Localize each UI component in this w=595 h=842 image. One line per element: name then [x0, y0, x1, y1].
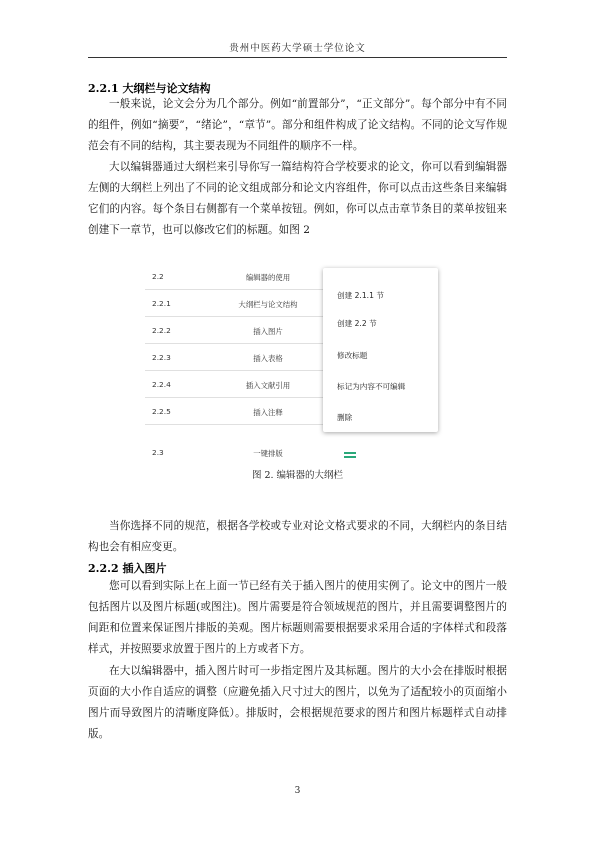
- header-rule: [88, 57, 507, 58]
- outline-row-title: 插入表格: [253, 354, 283, 363]
- running-header: 贵州中医药大学硕士学位论文: [229, 43, 366, 54]
- outline-row-title: 插入文献引用: [245, 381, 291, 390]
- body-paragraph: 您可以看到实际上在上面一节已经有关于插入图片的使用实例了。论文中的图片一般包括图片以及图片标题(或图注)。图片需要是符合领域规范的图片，并且需要调整图片的间距和位置来保证图片排版的美观。图片标题则需要根据要求采用合适的字体样式和段落样式，并按照要求放置于图片的上方或者下方。: [88, 580, 507, 655]
- figure-caption: 图 2. 编辑器的大纲栏: [251, 470, 344, 481]
- section-heading-2-2-1: 2.2.1 大纲栏与论文结构: [88, 82, 211, 95]
- menu-item-lock-content[interactable]: 标记为内容不可编辑: [337, 382, 406, 391]
- body-paragraph: 在大以编辑器中，插入图片时可一步指定图片及其标题。图片的大小会在排版时根据页面的大小作自适应的调整（应避免插入尺寸过大的图片，以免为了适配较小的页面缩小图片而导致图片的清晰度降低）。排版时，会根据规范要求的图片和图片标题样式自动排版。: [88, 665, 507, 740]
- outline-row-title: 编辑器的使用: [245, 273, 291, 282]
- section-heading-2-2-2: 2.2.2 插入图片: [88, 562, 167, 575]
- outline-row-number: 2.2.4: [152, 380, 171, 389]
- outline-row-title: 大纲栏与论文结构: [238, 300, 298, 309]
- menu-item-create-section[interactable]: 创建 2.2 节: [337, 319, 377, 328]
- outline-row-title: 一键排版: [253, 449, 283, 458]
- context-menu: [323, 268, 438, 432]
- body-paragraph: 当你选择不同的规范，根据各学校或专业对论文格式要求的不同，大纲栏内的条目结构也会有相应变更。: [88, 520, 507, 553]
- menu-item-rename[interactable]: 修改标题: [337, 351, 368, 360]
- outline-row-number: 2.2.2: [152, 326, 171, 335]
- outline-row-number: 2.2.1: [152, 299, 171, 308]
- outline-row-number: 2.2.5: [152, 407, 171, 416]
- menu-item-create-subsection[interactable]: 创建 2.1.1 节: [337, 291, 384, 300]
- outline-row-number: 2.2: [152, 272, 164, 281]
- outline-row-title: 插入注释: [253, 408, 283, 417]
- body-paragraph: 一般来说，论文会分为几个部分。例如“前置部分”，“正文部分”。每个部分中有不同的组件，例如“摘要”，“绪论”，“章节”。部分和组件构成了论文结构。不同的论文写作规范会有不同的结构，其主要表现为不同组件的顺序不一样。: [88, 98, 507, 152]
- outline-figure: [145, 262, 443, 460]
- menu-item-delete[interactable]: 删除: [337, 413, 353, 422]
- outline-row-number: 2.3: [152, 448, 164, 457]
- outline-row-number: 2.2.3: [152, 353, 171, 362]
- body-paragraph: 大以编辑器通过大纲栏来引导你写一篇结构符合学校要求的论文，你可以看到编辑器左侧的大纲栏上列出了不同的论文组成部分和论文内容组件，你可以点击这些条目来编辑它们的内容。每个条目右侧都有一个菜单按钮。例如，你可以点击章节条目的菜单按钮来创建下一章节，也可以修改它们的标题。如图 2: [88, 161, 507, 236]
- hamburger-menu-icon[interactable]: [344, 452, 356, 460]
- page-number: 3: [294, 786, 301, 796]
- outline-row-title: 插入图片: [253, 327, 283, 336]
